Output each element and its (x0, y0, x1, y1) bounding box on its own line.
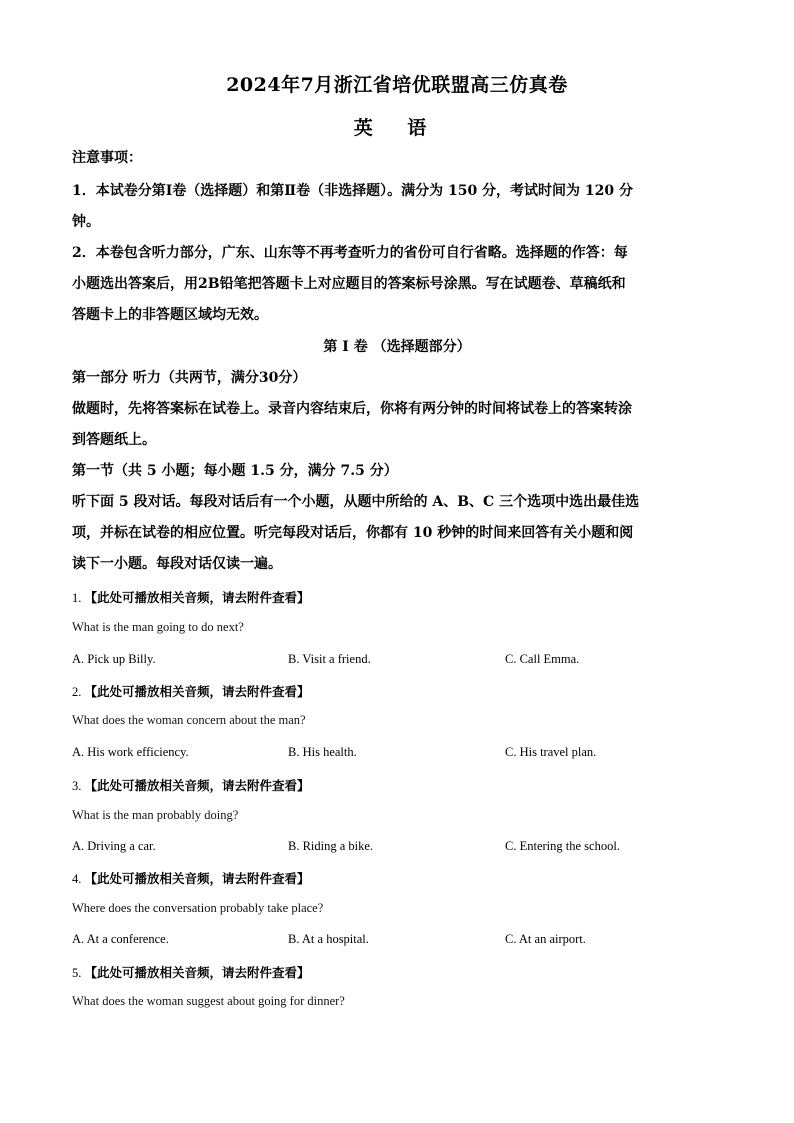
question-number: 5. (72, 966, 82, 980)
notice-item-2-line-1: 2．本卷包含听力部分，广东、山东等不再考查听力的省份可自行省略。选择题的作答：每 (72, 245, 628, 261)
question-4-header (72, 869, 310, 887)
option-c[interactable]: C. Call Emma. (505, 652, 580, 666)
question-5-header (72, 963, 310, 981)
question-1-stem: What is the man going to do next? (72, 620, 244, 634)
question-3-header (72, 776, 310, 794)
question-2-header (72, 682, 310, 700)
notice-heading: 注意事项： (72, 150, 142, 166)
audio-note[interactable]: 【此处可播放相关音频，请去附件查看】 (84, 684, 310, 699)
question-5-stem: What does the woman suggest about going for dinner? (72, 994, 345, 1008)
section1-instruction-line-3: 读下一小题。每段对话仅读一遍。 (72, 556, 282, 572)
audio-note[interactable]: 【此处可播放相关音频，请去附件查看】 (84, 871, 310, 886)
option-c[interactable]: C. At an airport. (505, 932, 586, 946)
question-3-options (72, 839, 722, 859)
question-number: 3. (72, 779, 82, 793)
notice-item-2-line-3: 答题卡上的非答题区域均无效。 (72, 307, 268, 323)
section1-heading: 第一节（共 5 小题；每小题 1.5 分，满分 7.5 分） (72, 463, 398, 479)
part1-instruction-line-2: 到答题纸上。 (72, 432, 156, 448)
option-a[interactable]: A. Driving a car. (72, 839, 156, 853)
question-number: 2. (72, 685, 82, 699)
option-b[interactable]: B. His health. (288, 745, 357, 759)
option-a[interactable]: A. His work efficiency. (72, 745, 189, 759)
option-a[interactable]: A. Pick up Billy. (72, 652, 156, 666)
audio-note[interactable]: 【此处可播放相关音频，请去附件查看】 (84, 965, 310, 980)
question-2-stem: What does the woman concern about the man? (72, 713, 306, 727)
part1-instruction-line-1: 做题时，先将答案标在试卷上。录音内容结束后，你将有两分钟的时间将试卷上的答案转涂 (72, 401, 632, 417)
audio-note[interactable]: 【此处可播放相关音频，请去附件查看】 (84, 778, 310, 793)
audio-note[interactable]: 【此处可播放相关音频，请去附件查看】 (84, 590, 310, 605)
notice-item-1-line-2: 钟。 (72, 214, 100, 230)
question-4-stem: Where does the conversation probably take place? (72, 901, 324, 915)
section1-instruction-line-1: 听下面 5 段对话。每段对话后有一个小题，从题中所给的 A、B、C 三个选项中选出最佳选 (72, 494, 640, 510)
subject-title: 英 语 (353, 117, 441, 139)
option-b[interactable]: B. At a hospital. (288, 932, 369, 946)
notice-item-1-line-1: 1．本试卷分第Ⅰ卷（选择题）和第Ⅱ卷（非选择题）。满分为 150 分，考试时间为 120 分 (72, 183, 634, 199)
notice-item-2-line-2: 小题选出答案后，用2B铅笔把答题卡上对应题目的答案标号涂黑。写在试题卷、草稿纸和 (72, 276, 626, 292)
question-2-options (72, 745, 722, 765)
option-a[interactable]: A. At a conference. (72, 932, 169, 946)
question-3-stem: What is the man probably doing? (72, 808, 239, 822)
page-title: 2024年7月浙江省培优联盟高三仿真卷 (226, 74, 568, 96)
volume-label: 第 Ⅰ 卷 （选择题部分） (323, 339, 471, 355)
option-b[interactable]: B. Riding a bike. (288, 839, 374, 853)
question-1-options (72, 652, 722, 672)
question-1-header (72, 588, 310, 606)
question-4-options (72, 932, 722, 952)
option-c[interactable]: C. His travel plan. (505, 745, 597, 759)
option-b[interactable]: B. Visit a friend. (288, 652, 371, 666)
section1-instruction-line-2: 项，并标在试卷的相应位置。听完每段对话后，你都有 10 秒钟的时间来回答有关小题和阅 (72, 525, 634, 541)
question-number: 1. (72, 591, 82, 605)
part1-heading: 第一部分 听力（共两节，满分30分） (72, 370, 307, 386)
question-number: 4. (72, 872, 82, 886)
option-c[interactable]: C. Entering the school. (505, 839, 620, 853)
